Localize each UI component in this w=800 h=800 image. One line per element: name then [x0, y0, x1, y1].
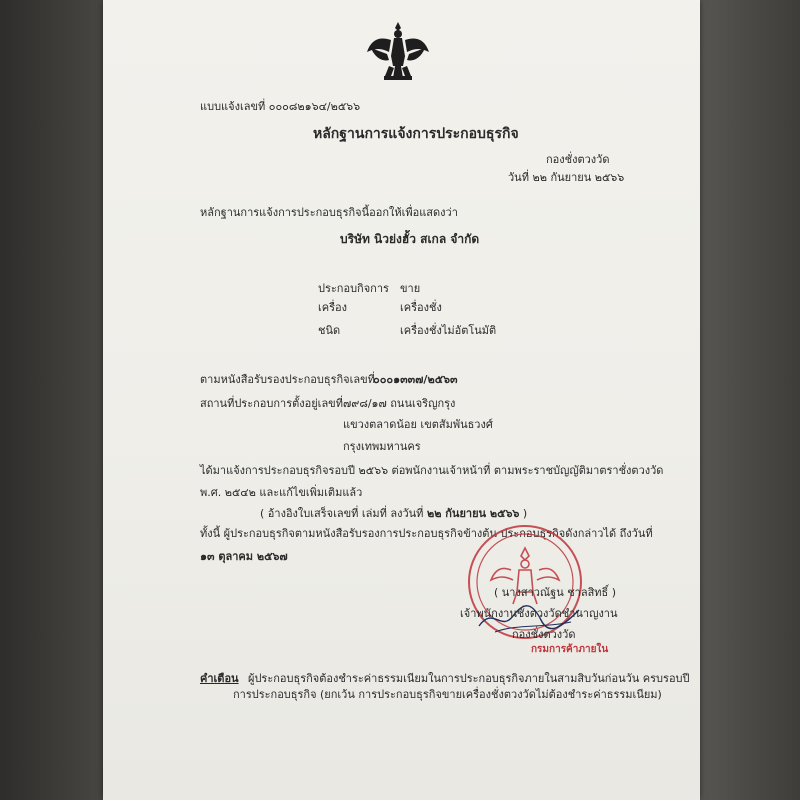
company-name: บริษัท นิวย่งฮั้ว สเกล จำกัด: [340, 232, 480, 246]
cert-label: ตามหนังสือรับรองประกอบธุรกิจเลขที่: [200, 373, 375, 386]
address-label: สถานที่ประกอบการตั้งอยู่เลขที่: [200, 397, 343, 410]
detail-label-business: ประกอบกิจการ: [318, 282, 389, 295]
address-line-2: แขวงตลาดน้อย เขตสัมพันธวงศ์: [343, 418, 493, 431]
address-line-3: กรุงเทพมหานคร: [343, 440, 421, 453]
warning-line-2: การประกอบธุรกิจ (ยกเว้น การประกอบธุรกิจขายเครื่องชั่งตวงวัดไม่ต้องชำระค่าธรรมเนียม): [233, 688, 662, 701]
background-right: [690, 0, 800, 800]
registration-paragraph-line-2: พ.ศ. ๒๕๔๒ และแก้ไขเพิ่มเติมแล้ว: [200, 486, 363, 499]
signer-name: ( นางสาวณัฐน ชาลสิทธิ์ ): [494, 586, 617, 599]
seal-text: กรมการค้าภายใน: [531, 644, 609, 655]
garuda-emblem: [365, 18, 431, 84]
detail-value-type: เครื่องชั่งไม่อัตโนมัติ: [400, 324, 497, 337]
expiry-date: ๑๓ ตุลาคม ๒๕๖๗: [200, 550, 288, 563]
detail-label-device: เครื่อง: [318, 301, 348, 314]
registration-paragraph-line-1: ได้มาแจ้งการประกอบธุรกิจรอบปี ๒๕๖๖ ต่อพนักงานเจ้าหน้าที่ ตามพระราชบัญญัติมาตราชั่งตวงวัด: [200, 464, 664, 477]
document-page: [103, 0, 700, 800]
issue-date: วันที่ ๒๒ กันยายน ๒๕๖๖: [508, 171, 625, 184]
receipt-date: ๒๒ กันยายน ๒๕๖๖: [426, 507, 520, 520]
signer-title: เจ้าพนักงานชั่งตวงวัดชำนาญงาน: [460, 607, 618, 620]
detail-value-business: ขาย: [400, 282, 421, 295]
intro-text: หลักฐานการแจ้งการประกอบธุรกิจนี้ออกให้เพื่อแสดงว่า: [200, 206, 458, 219]
detail-value-device: เครื่องชั่ง: [400, 301, 442, 314]
warning-label: คำเตือน: [200, 672, 239, 685]
page-title: หลักฐานการแจ้งการประกอบธุรกิจ: [313, 126, 519, 142]
receipt-prefix: ( อ้างอิงใบเสร็จเลขที่ เล่มที่ ลงวันที่: [260, 507, 424, 520]
receipt-suffix: ): [522, 507, 528, 520]
validity-paragraph: ทั้งนี้ ผู้ประกอบธุรกิจตามหนังสือรับรองการประกอบธุรกิจข้างต้น ประกอบธุรกิจดังกล่าวได้ ถึงวันที่: [200, 527, 653, 540]
cert-number: ๐๐๐๑๓๓๗/๒๕๖๓: [373, 373, 458, 386]
signer-organization: กองชั่งตวงวัด: [512, 628, 576, 641]
background-left: [0, 0, 110, 800]
address-line-1: ๗๙๘/๑๗ ถนนเจริญกรุง: [343, 397, 456, 410]
receipt-reference: [260, 507, 527, 521]
detail-label-type: ชนิด: [318, 324, 341, 337]
issuing-office: กองชั่งตวงวัด: [546, 153, 610, 166]
warning-line-1: ผู้ประกอบธุรกิจต้องชำระค่าธรรมเนียมในการประกอบธุรกิจภายในสามสิบวันก่อนวัน ครบรอบปี: [248, 672, 690, 685]
form-number: แบบแจ้งเลขที่ ๐๐๐๘๒๑๖๔/๒๕๖๖: [200, 100, 361, 113]
